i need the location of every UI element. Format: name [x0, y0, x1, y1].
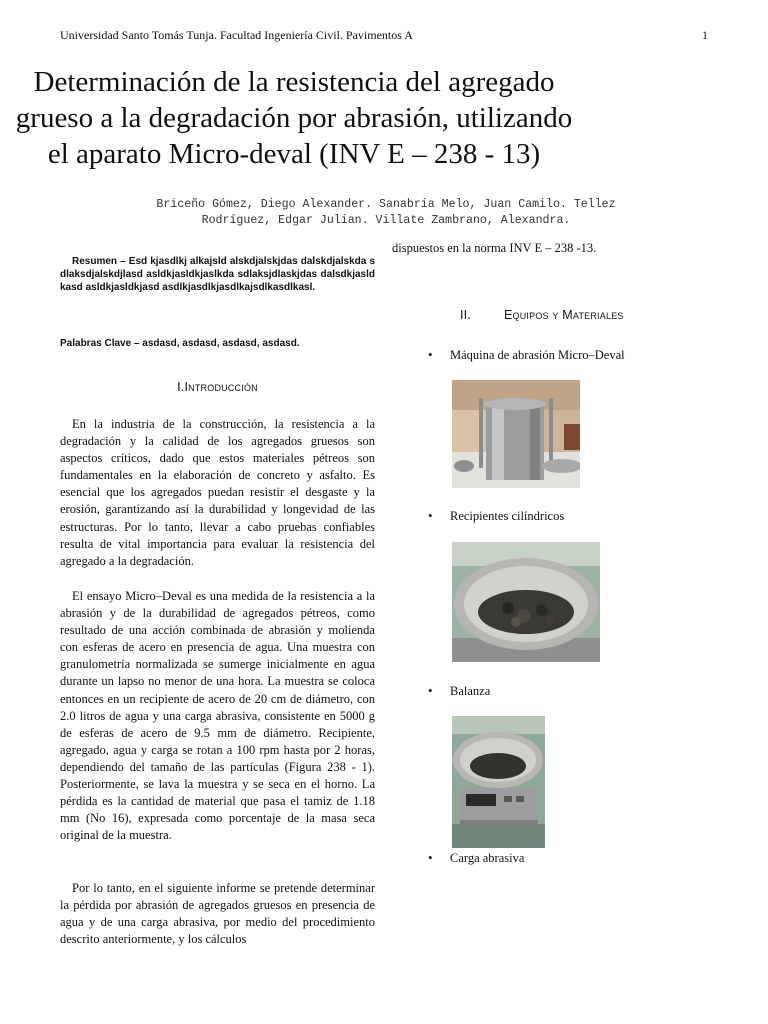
list-item-label: Carga abrasiva [450, 851, 525, 865]
running-head: Universidad Santo Tomás Tunja. Facultad Ingeniería Civil. Pavimentos A [60, 28, 413, 42]
section-title: Introducción [184, 380, 258, 394]
bullet-icon: • [428, 347, 433, 362]
title-line: el aparato Micro-deval (INV E – 238 - 13) [47, 138, 541, 170]
section-heading-equipment [460, 308, 624, 322]
bullet-icon: • [428, 683, 433, 698]
cylindrical-container-photo [452, 542, 600, 662]
title-line: Determinación de la resistencia del agregado [33, 66, 555, 98]
bullet-icon: • [428, 850, 433, 865]
author-list [96, 197, 676, 229]
paragraph-continuation: dispuestos en la norma INV E – 238 -13. [392, 241, 597, 255]
list-item [428, 850, 524, 866]
author-line: Rodríguez, Edgar Julian. Villate Zambrano, Alexandra. [201, 214, 571, 227]
list-item-label: Recipientes cilíndricos [450, 509, 565, 523]
keywords: Palabras Clave – asdasd, asdasd, asdasd, asdasd. [60, 338, 300, 349]
list-item [428, 508, 564, 524]
bullet-icon: • [428, 508, 433, 523]
title-line: grueso a la degradación por abrasión, utilizando [15, 102, 573, 134]
page-number: 1 [702, 28, 708, 42]
section-title: Equipos y Materiales [504, 308, 624, 322]
author-line: Briceño Gómez, Diego Alexander. Sanabria Melo, Juan Camilo. Tellez [156, 198, 616, 211]
scale-photo [452, 716, 545, 848]
list-item-label: Máquina de abrasión Micro–Deval [450, 348, 625, 362]
paragraph: En la industria de la construcción, la resistencia a la degradación y la calidad de los agregados gruesos son aspectos críticos, dado que estos materiales pétreos son fundamentales en la elaboración de concreto y asfalto. Es esencial que los agregados puedan resistir el desgaste y la erosión, garantizando así la durabilidad y longevidad de las estructuras. Por lo tanto, llevar a cabo pruebas confiables resulta de vital importancia para evaluar la resistencia del agregado a la degradación. [60, 417, 375, 568]
paper-title [0, 64, 588, 172]
section-number: I. [177, 380, 185, 394]
paragraph: Por lo tanto, en el siguiente informe se pretende determinar la pérdida por abrasión de agregados gruesos en presencia de agua y de una carga abrasiva, por medio del procedimiento descrito anteriormente, y los cálculos [60, 881, 375, 947]
section-heading-introduction [60, 380, 375, 394]
section-number: II. [460, 308, 472, 322]
list-item-label: Balanza [450, 684, 491, 698]
list-item [428, 347, 625, 363]
abstract: Resumen – Esd kjasdlkj alkajsld alskdjalskjdas dalskdjalskda sdlaksdjalskdjlasd asldkjasldkjaslkda sdlaksjdlaskjdas dalsdkjasldkasd asldkjasldkjasd asdlkjasdlkjasdlkajsdlkasdlkasl. [60, 256, 375, 293]
list-item [428, 683, 490, 699]
micro-deval-machine-photo [452, 380, 580, 488]
paragraph: El ensayo Micro–Deval es una medida de la resistencia a la abrasión y de la durabilidad de agregados pétreos, como resultado de una acción combinada de abrasión y molienda con esferas de acero en presencia de agua. Una muestra con granulometría normalizada se sumerge inicialmente en agua durante un lapso no menor de una hora. La muestra se coloca entonces en un recipiente de acero de 20 cm de diámetro, con 2.0 litros de agua y una carga abrasiva, consistente en 5000 g de esferas de acero de 9.5 mm de diámetro. Recipiente, agregado, agua y carga se rotan a 100 rpm hasta por 2 horas, dependiendo del tamaño de las partículas (Figura 238 - 1). Posteriormente, se lava la muestra y se seca en el horno. La pérdida es la cantidad de material que pasa el tamiz de 1.18 mm (No 16), expresada como porcentaje de la masa seca original de la muestra. [60, 589, 375, 843]
